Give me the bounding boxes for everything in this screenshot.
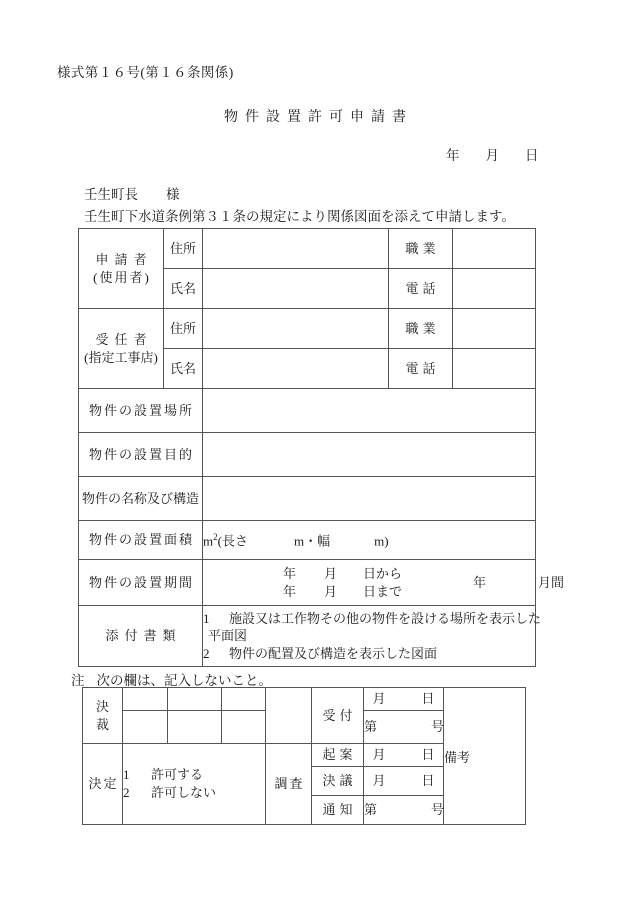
table-row bbox=[79, 477, 536, 521]
draft-label: 起案 bbox=[312, 744, 364, 767]
attachment-item bbox=[203, 610, 542, 628]
receipt-day: 日 bbox=[421, 691, 435, 707]
agent-address-label: 住所 bbox=[164, 309, 203, 349]
area-width-unit: m) bbox=[374, 532, 389, 548]
applicant-occupation-label: 職業 bbox=[389, 229, 453, 269]
decision-option-text: 許可しない bbox=[151, 785, 217, 800]
note-text: 次の欄は、記入しないこと。 bbox=[96, 673, 272, 688]
agent-address-value[interactable] bbox=[203, 309, 389, 349]
applicant-label: 申請者 bbox=[95, 251, 153, 267]
table-row bbox=[79, 521, 536, 560]
applicant-name-value[interactable] bbox=[203, 269, 389, 309]
table-row bbox=[79, 606, 536, 667]
date-year-label: 年 bbox=[446, 148, 460, 163]
agent-phone-value[interactable] bbox=[453, 349, 536, 389]
period-total-year: 年 bbox=[473, 574, 487, 590]
note-line bbox=[71, 669, 272, 689]
approval-sign-cell[interactable] bbox=[168, 711, 222, 744]
attachment-item-text: 施設又は工作物その他の物件を設ける場所を表示した bbox=[229, 610, 542, 626]
location-value[interactable] bbox=[203, 389, 536, 433]
period-to-line bbox=[283, 583, 402, 601]
addressee-honorific: 様 bbox=[166, 187, 180, 202]
approval-label-char2: 裁 bbox=[95, 716, 109, 732]
applicant-sublabel: (使用者) bbox=[93, 269, 151, 285]
applicant-address-label: 住所 bbox=[164, 229, 203, 269]
area-unit: m bbox=[203, 532, 214, 548]
period-to-year: 年 bbox=[283, 583, 297, 599]
agent-name-label: 氏名 bbox=[164, 349, 203, 389]
area-label: 物件の設置面積 bbox=[79, 521, 203, 560]
receipt-month: 月 bbox=[372, 691, 386, 707]
applicant-occupation-value[interactable] bbox=[453, 229, 536, 269]
name-structure-label: 物件の名称及び構造 bbox=[79, 477, 203, 521]
resolution-label: 決議 bbox=[312, 767, 364, 796]
area-value-cell[interactable] bbox=[203, 521, 536, 560]
period-total bbox=[473, 574, 564, 592]
approval-sign-cell[interactable] bbox=[123, 688, 168, 711]
attachment-item-continued: 平面図 bbox=[208, 628, 248, 644]
resolution-date-cell[interactable] bbox=[364, 767, 444, 796]
decision-option[interactable] bbox=[123, 784, 265, 802]
approval-sign-cell[interactable] bbox=[222, 688, 266, 711]
decision-option-number: 2 bbox=[123, 785, 130, 800]
period-label: 物件の設置期間 bbox=[79, 560, 203, 606]
table-row bbox=[79, 560, 536, 606]
approval-sign-cell-tall[interactable] bbox=[266, 688, 312, 744]
receipt-number-cell[interactable] bbox=[364, 711, 444, 744]
applicant-name-label: 氏名 bbox=[164, 269, 203, 309]
page-title: 物件設置許可申請書 bbox=[224, 110, 413, 125]
applicant-phone-value[interactable] bbox=[453, 269, 536, 309]
date-line bbox=[446, 144, 539, 164]
resolution-month: 月 bbox=[372, 773, 386, 789]
attachment-item-number: 1 bbox=[203, 610, 210, 626]
purpose-value[interactable] bbox=[203, 433, 536, 477]
attachment-item-text: 物件の配置及び構造を表示した図面 bbox=[229, 645, 438, 661]
receipt-date-cell[interactable] bbox=[364, 688, 444, 711]
draft-date-cell[interactable] bbox=[364, 744, 444, 767]
table-row bbox=[79, 229, 536, 269]
period-to-month: 月 bbox=[324, 583, 338, 599]
decision-label: 決定 bbox=[83, 744, 123, 825]
survey-label: 調査 bbox=[266, 744, 312, 825]
agent-phone-label: 電話 bbox=[389, 349, 453, 389]
draft-day: 日 bbox=[421, 747, 435, 763]
agent-occupation-label: 職業 bbox=[389, 309, 453, 349]
agent-sublabel: (指定工事店) bbox=[84, 349, 158, 365]
approval-sign-cell[interactable] bbox=[123, 711, 168, 744]
notice-no-prefix: 第 bbox=[364, 802, 378, 818]
period-total-month: 月間 bbox=[538, 574, 565, 590]
receipt-no-suffix: 号 bbox=[431, 719, 445, 735]
attachment-label: 添付書類 bbox=[79, 606, 203, 667]
period-from-year: 年 bbox=[283, 565, 297, 581]
date-month-label: 月 bbox=[485, 148, 499, 163]
approval-label-char1: 決 bbox=[95, 698, 109, 714]
remarks-label: 備考 bbox=[444, 750, 471, 766]
notice-no-suffix: 号 bbox=[431, 802, 445, 818]
approval-label-cell bbox=[83, 688, 123, 744]
approval-sign-cell[interactable] bbox=[168, 688, 222, 711]
table-row bbox=[79, 389, 536, 433]
receipt-no-prefix: 第 bbox=[364, 719, 378, 735]
addressee-name: 壬生町長 bbox=[84, 187, 138, 202]
attachment-list bbox=[203, 606, 542, 667]
table-row bbox=[83, 688, 526, 711]
agent-label: 受任者 bbox=[95, 331, 153, 347]
approval-sign-cell[interactable] bbox=[222, 711, 266, 744]
agent-name-value[interactable] bbox=[203, 349, 389, 389]
office-use-table bbox=[82, 687, 526, 825]
agent-occupation-value[interactable] bbox=[453, 309, 536, 349]
area-length-open: (長さ bbox=[217, 532, 248, 548]
area-length-unit: m・幅 bbox=[293, 532, 331, 548]
decision-options[interactable] bbox=[123, 744, 266, 825]
area-unit-superscript: 2 bbox=[213, 531, 218, 542]
notice-number-cell[interactable] bbox=[364, 796, 444, 825]
table-row bbox=[79, 433, 536, 477]
attachment-item-number: 2 bbox=[203, 645, 210, 661]
receipt-label: 受付 bbox=[312, 688, 364, 744]
addressee-line bbox=[84, 183, 180, 203]
applicant-label-cell bbox=[79, 229, 164, 309]
period-from-day: 日から bbox=[363, 565, 403, 581]
draft-month: 月 bbox=[372, 747, 386, 763]
applicant-phone-label: 電話 bbox=[389, 269, 453, 309]
notice-label: 通知 bbox=[312, 796, 364, 825]
date-day-label: 日 bbox=[525, 148, 539, 163]
form-number: 様式第１６号(第１６条関係) bbox=[57, 65, 234, 80]
intro-text: 壬生町下水道条例第３１条の規定により関係図面を添えて申請します。 bbox=[84, 209, 515, 224]
table-row bbox=[79, 309, 536, 349]
name-structure-value[interactable] bbox=[203, 477, 536, 521]
decision-option[interactable] bbox=[123, 766, 265, 784]
location-label: 物件の設置場所 bbox=[79, 389, 203, 433]
decision-option-text: 許可する bbox=[151, 767, 204, 783]
period-to-day: 日まで bbox=[363, 583, 403, 599]
applicant-address-value[interactable] bbox=[203, 229, 389, 269]
note-marker: 注 bbox=[71, 673, 85, 688]
decision-option-number: 1 bbox=[123, 767, 130, 783]
remarks-cell[interactable] bbox=[444, 688, 526, 825]
period-from-month: 月 bbox=[324, 565, 338, 581]
period-from-line bbox=[283, 565, 402, 583]
period-value-cell[interactable] bbox=[203, 560, 565, 606]
resolution-day: 日 bbox=[421, 773, 435, 789]
purpose-label: 物件の設置目的 bbox=[79, 433, 203, 477]
application-main-table bbox=[78, 228, 565, 667]
agent-label-cell bbox=[79, 309, 164, 389]
attachment-item bbox=[203, 645, 535, 663]
